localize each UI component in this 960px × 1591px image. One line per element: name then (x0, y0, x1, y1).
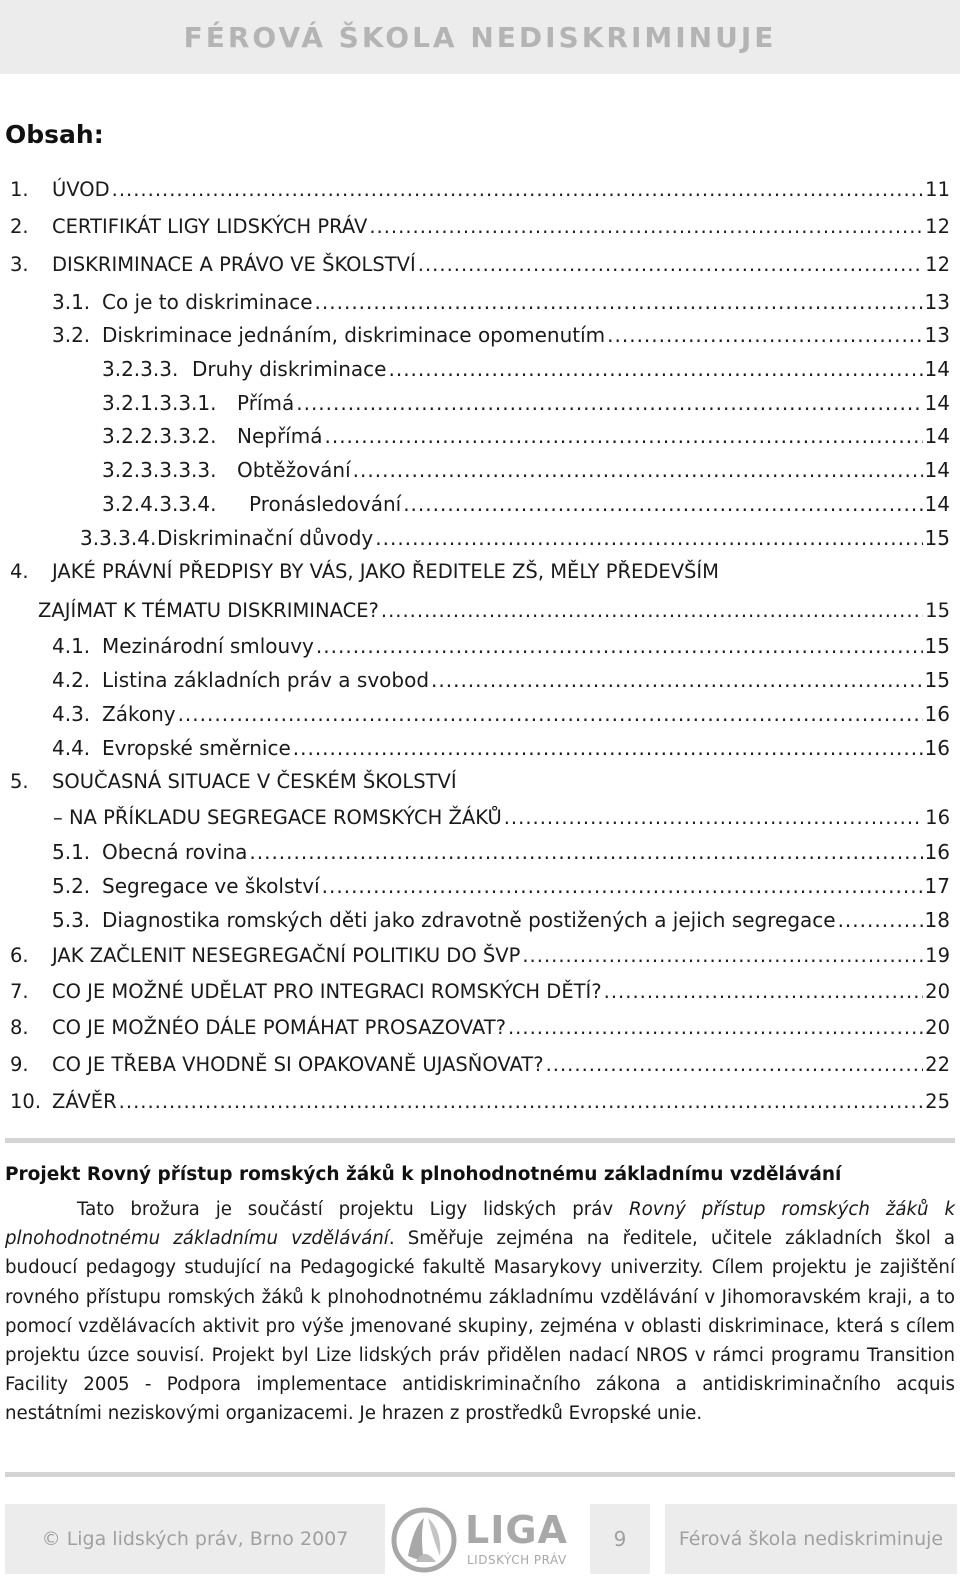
toc-entry[interactable] (10, 1087, 950, 1117)
toc-entry-number: 10. (10, 1090, 42, 1113)
toc-entry[interactable] (102, 489, 950, 519)
toc-entry-title: ZAJÍMAT K TÉMATU DISKRIMINACE? (38, 599, 379, 622)
toc-entry-number: 3.2.3.3.3.3. (102, 458, 217, 482)
toc-entry-page: 14 (924, 357, 950, 381)
toc-leader-dots (838, 905, 923, 935)
toc-entry-page: 11 (925, 178, 950, 201)
toc-entry[interactable] (102, 455, 950, 485)
toc-entry-page: 15 (924, 668, 950, 692)
toc-entry-title: Evropské směrnice (102, 736, 291, 760)
toc-leader-dots (508, 1013, 923, 1043)
toc-entry[interactable] (10, 941, 950, 971)
footer-publication-title: Férová škola nediskriminuje (665, 1504, 957, 1574)
toc-entry-title: Diskriminace jednáním, diskriminace opomenutím (102, 323, 606, 347)
toc-entry[interactable] (52, 837, 950, 867)
toc-entry-page: 16 (924, 702, 950, 726)
toc-entry-number: 7. (10, 980, 29, 1003)
toc-entry-title: ZÁVĚR (52, 1090, 117, 1113)
toc-entry[interactable] (52, 871, 950, 901)
toc-entry[interactable] (38, 596, 950, 626)
project-text-rest: . Směřuje zejména na ředitele, učitele základních škol a budoucí pedagogy studující na Pedagogické fakultě Masarykovy univerzity. Cílem projektu je zajištění rovného přístupu romských žáků k plnohodnotnému základnímu vzdělávání v Jihomoravském kraji, a to pomocí vzdělávacích aktivit pro výše jmenované skupiny, zejména v oblasti diskriminace, která s cílem projektu úzce souvisí. Projekt byl Lize lidských práv přidělen nadací NROS v rámci programu Transition Facility 2005 - Podpora implementace antidiskriminačního zákona a antidiskriminačního acquis nestátními neziskovými organizacemi. Je hrazen z prostředků Evropské unie. (5, 1228, 955, 1425)
toc-leader-dots (546, 1050, 924, 1080)
divider-top (5, 1138, 955, 1143)
toc-leader-dots (403, 489, 922, 519)
toc-entry[interactable] (10, 767, 457, 797)
logo-main-text: LIGA (465, 1508, 568, 1552)
toc-entry-page: 17 (924, 874, 950, 898)
project-text-intro: Tato brožura je součástí projektu Ligy lidských práv (77, 1199, 630, 1220)
toc-entry-page: 15 (925, 599, 950, 622)
toc-entry-number: 3.3.3.4. (80, 526, 157, 550)
toc-entry-number: 3.2.2.3.3.2. (102, 424, 217, 448)
toc-heading: Obsah: (5, 120, 104, 149)
toc-entry-number: 9. (10, 1053, 29, 1076)
toc-leader-dots (369, 212, 923, 242)
toc-entry-page: 16 (925, 806, 950, 829)
toc-entry-number: 2. (10, 215, 29, 238)
page-header (0, 0, 960, 74)
toc-entry-page: 15 (924, 634, 950, 658)
toc-entry-page: 25 (925, 1090, 950, 1113)
toc-entry-title: – NA PŘÍKLADU SEGREGACE ROMSKÝCH ŽÁKŮ (53, 806, 502, 829)
toc-entry-number: 3. (10, 253, 29, 276)
toc-entry-number: 3.2. (52, 323, 91, 347)
toc-leader-dots (112, 175, 924, 205)
toc-entry-title: CERTIFIKÁT LIGY LIDSKÝCH PRÁV (52, 215, 368, 238)
toc-entry-title: Segregace ve školství (102, 874, 320, 898)
toc-entry-title: JAK ZAČLENIT NESEGREGAČNÍ POLITIKU DO ŠVP (52, 944, 521, 967)
logo-sub-text: LIDSKÝCH PRÁV (467, 1553, 567, 1567)
toc-leader-dots (431, 665, 923, 695)
toc-entry-page: 12 (925, 215, 950, 238)
toc-entry[interactable] (52, 320, 950, 350)
toc-leader-dots (296, 388, 922, 418)
toc-entry-number: 5.2. (52, 874, 91, 898)
project-description (5, 1195, 955, 1429)
project-title: Projekt Rovný přístup romských žáků k plnohodnotnému základnímu vzdělávání (5, 1164, 842, 1185)
toc-entry-number: 3.1. (52, 290, 91, 314)
toc-entry[interactable] (52, 665, 950, 695)
toc-leader-dots (607, 320, 922, 350)
toc-leader-dots (604, 977, 924, 1007)
toc-entry-page: 14 (924, 492, 950, 516)
toc-entry[interactable] (53, 803, 950, 833)
toc-entry-page: 14 (924, 458, 950, 482)
toc-entry[interactable] (102, 388, 950, 418)
toc-leader-dots (388, 354, 922, 384)
toc-entry-page: 12 (925, 253, 950, 276)
toc-entry-number: 5.3. (52, 908, 91, 932)
toc-entry-title: Co je to diskriminace (102, 290, 313, 314)
toc-entry-number: 4.4. (52, 736, 91, 760)
toc-entry-title: DISKRIMINACE A PRÁVO VE ŠKOLSTVÍ (52, 253, 416, 276)
toc-entry-title: CO JE MOŽNÉ UDĚLAT PRO INTEGRACI ROMSKÝCH DĚTÍ? (52, 980, 602, 1003)
toc-entry-page: 15 (924, 526, 950, 550)
toc-leader-dots (504, 803, 923, 833)
toc-entry[interactable] (52, 699, 950, 729)
toc-entry-number: 4.1. (52, 634, 91, 658)
toc-entry-title: Mezinárodní smlouvy (102, 634, 314, 658)
liga-logo-mark-icon (390, 1506, 460, 1576)
liga-logo (390, 1506, 580, 1576)
divider-bottom (5, 1472, 955, 1477)
toc-entry-page: 16 (924, 736, 950, 760)
toc-leader-dots (324, 421, 922, 451)
toc-entry-number: 3.2.1.3.3.1. (102, 391, 217, 415)
toc-entry-page: 13 (924, 290, 950, 314)
toc-entry-title: SOUČASNÁ SITUACE V ČESKÉM ŠKOLSTVÍ (52, 770, 457, 793)
toc-entry-title: Diskriminační důvody (157, 526, 374, 550)
toc-leader-dots (293, 733, 923, 763)
toc-entry-page: 16 (924, 840, 950, 864)
toc-entry-number: 4.2. (52, 668, 91, 692)
toc-entry-page: 13 (924, 323, 950, 347)
toc-entry[interactable] (10, 212, 950, 242)
toc-entry-number: 6. (10, 944, 29, 967)
toc-entry-number: 4.3. (52, 702, 91, 726)
toc-entry-number: 8. (10, 1016, 29, 1039)
footer-page-number: 9 (590, 1504, 650, 1574)
toc-leader-dots (418, 250, 923, 280)
toc-entry-page: 18 (924, 908, 950, 932)
toc-entry[interactable] (10, 250, 950, 280)
toc-entry[interactable] (102, 354, 950, 384)
toc-entry-title: JAKÉ PRÁVNÍ PŘEDPISY BY VÁS, JAKO ŘEDITELE ZŠ, MĚLY PŘEDEVŠÍM (52, 560, 719, 583)
toc-entry-number: 3.2.3.3. (102, 357, 179, 381)
header-title: FÉROVÁ ŠKOLA NEDISKRIMINUJE (183, 20, 777, 54)
toc-entry-page: 19 (925, 944, 950, 967)
toc-entry-number: 5.1. (52, 840, 91, 864)
toc-entry[interactable] (10, 1013, 950, 1043)
toc-entry-title: CO JE MOŽNÉO DÁLE POMÁHAT PROSAZOVAT? (52, 1016, 506, 1039)
toc-entry-title: CO JE TŘEBA VHODNĚ SI OPAKOVANĚ UJASŇOVAT? (52, 1053, 544, 1076)
toc-entry-title: Nepřímá (237, 424, 323, 448)
toc-leader-dots (353, 455, 923, 485)
toc-entry-number: 5. (10, 770, 29, 793)
footer-copyright-box (5, 1504, 385, 1574)
toc-entry[interactable] (10, 1050, 950, 1080)
toc-entry-number: 4. (10, 560, 29, 583)
toc-leader-dots (522, 941, 923, 971)
toc-entry-title: Diagnostika romských děti jako zdravotně postižených a jejich segregace (102, 908, 836, 932)
toc-entry-title: ÚVOD (52, 178, 110, 201)
toc-leader-dots (316, 631, 923, 661)
toc-entry[interactable] (52, 905, 950, 935)
toc-entry-page: 20 (925, 1016, 950, 1039)
toc-entry[interactable] (10, 977, 950, 1007)
toc-entry-page: 22 (925, 1053, 950, 1076)
toc-leader-dots (381, 596, 923, 626)
toc-entry-page: 14 (924, 391, 950, 415)
toc-entry-number: 1. (10, 178, 29, 201)
toc-leader-dots (375, 523, 922, 553)
project-text-italic: Rovný přístup romských žáků k plnohodnotnému základnímu vzdělávání (5, 1199, 955, 1250)
toc-entry-title: Zákony (102, 702, 176, 726)
toc-entry-page: 14 (924, 424, 950, 448)
toc-leader-dots (249, 837, 922, 867)
toc-entry-page: 20 (925, 980, 950, 1003)
toc-leader-dots (315, 287, 923, 317)
toc-entry[interactable] (80, 523, 950, 553)
toc-leader-dots (322, 871, 923, 901)
toc-entry-title: Druhy diskriminace (192, 357, 387, 381)
toc-entry[interactable] (52, 631, 950, 661)
toc-entry[interactable] (52, 287, 950, 317)
toc-entry[interactable] (102, 421, 950, 451)
toc-entry-title: Obtěžování (237, 458, 351, 482)
toc-entry-number: 3.2.4.3.3.4. (102, 492, 217, 516)
toc-leader-dots (119, 1087, 924, 1117)
toc-entry-title: Přímá (237, 391, 295, 415)
toc-leader-dots (178, 699, 923, 729)
toc-entry-title: Obecná rovina (102, 840, 248, 864)
toc-entry[interactable] (52, 733, 950, 763)
toc-entry[interactable] (10, 175, 950, 205)
toc-entry-title: Listina základních práv a svobod (102, 668, 430, 692)
toc-entry[interactable] (10, 557, 719, 587)
footer-copyright: © Liga lidských práv, Brno 2007 (41, 1528, 349, 1550)
toc-entry-title: Pronásledování (249, 492, 402, 516)
